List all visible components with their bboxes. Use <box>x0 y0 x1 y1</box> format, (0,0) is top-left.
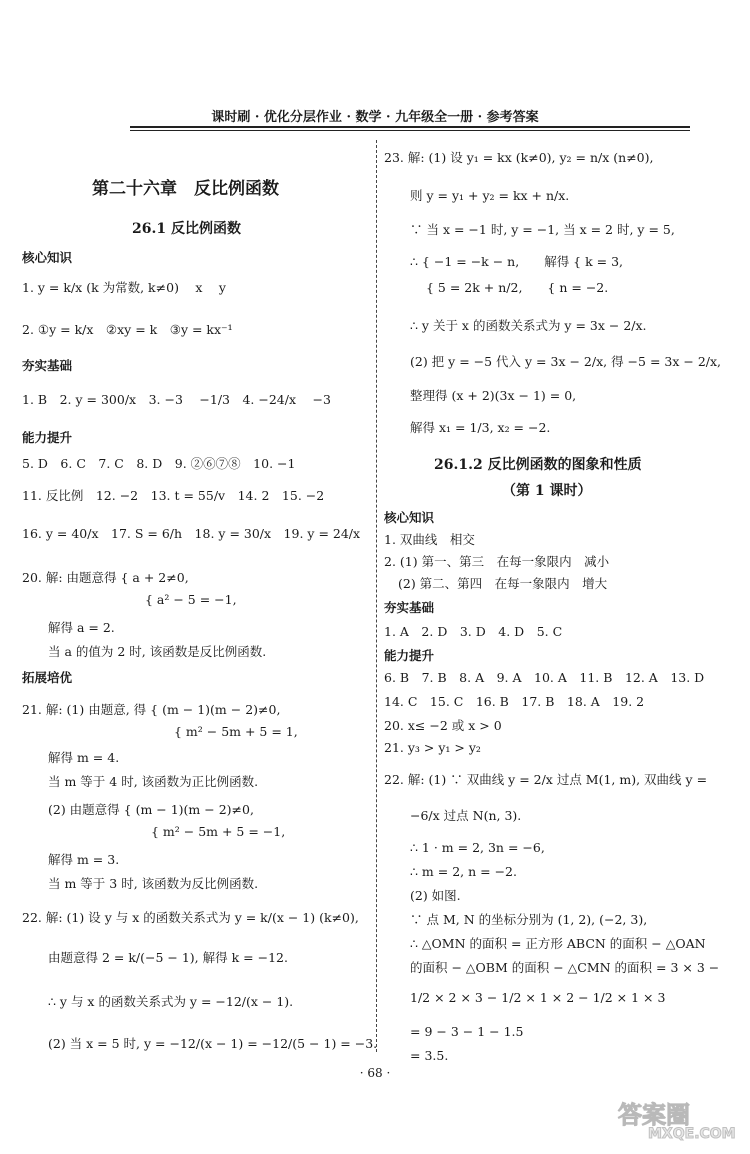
solution-line: 22. 解: (1) ∵ 双曲线 y = 2/x 过点 M(1, m), 双曲线 y = <box>384 772 708 787</box>
solution-line: 21. 解: (1) 由题意, 得 { (m − 1)(m − 2)≠0, <box>22 702 281 717</box>
heading-ability: 能力提升 <box>384 648 435 663</box>
solution-line: ∵ 当 x = −1 时, y = −1, 当 x = 2 时, y = 5, <box>410 222 675 237</box>
answer-line: 1. B 2. y = 300/x 3. −3 −1/3 4. −24/x −3 <box>22 392 331 407</box>
solution-line: 当 a 的值为 2 时, 该函数是反比例函数. <box>48 644 267 659</box>
answer-line: 21. y₃ > y₁ > y₂ <box>384 740 481 755</box>
answer-line: 2. ①y = k/x ②xy = k ③y = kx⁻¹ <box>22 322 233 337</box>
answer-line: 6. B 7. B 8. A 9. A 10. A 11. B 12. A 13. D <box>384 670 705 685</box>
solution-line: = 9 − 3 − 1 − 1.5 <box>410 1024 524 1039</box>
solution-line: { m² − 5m + 5 = −1, <box>151 824 286 839</box>
page-header: 课时刷 · 优化分层作业 · 数学 · 九年级全一册 · 参考答案 <box>211 110 539 125</box>
solution-line: 解得 m = 4. <box>48 750 120 765</box>
header-rule-thin <box>130 130 690 131</box>
solution-line: 解得 m = 3. <box>48 852 120 867</box>
solution-line: { 5 = 2k + n/2, { n = −2. <box>426 280 609 295</box>
answer-line: 1. 双曲线 相交 <box>384 532 475 547</box>
section-title: 26.1 反比例函数 <box>132 221 241 237</box>
solution-line: 23. 解: (1) 设 y₁ = kx (k≠0), y₂ = n/x (n≠0), <box>384 150 654 165</box>
solution-line: ∴ m = 2, n = −2. <box>410 864 517 879</box>
heading-extension: 拓展培优 <box>22 670 73 685</box>
solution-line: ∴ y 关于 x 的函数关系式为 y = 3x − 2/x. <box>410 318 647 333</box>
solution-line: = 3.5. <box>410 1048 449 1063</box>
solution-line: 22. 解: (1) 设 y 与 x 的函数关系式为 y = k/(x − 1) (k≠0), <box>22 910 359 925</box>
chapter-title: 第二十六章 反比例函数 <box>92 179 279 199</box>
watermark-logo: 答案圈 <box>618 1101 690 1129</box>
solution-line: (2) 如图. <box>410 888 461 903</box>
solution-line: 解得 a = 2. <box>48 620 115 635</box>
solution-line: ∴ y 与 x 的函数关系式为 y = −12/(x − 1). <box>48 994 294 1009</box>
column-divider <box>376 140 377 1052</box>
answer-line: 20. x≤ −2 或 x > 0 <box>384 718 502 733</box>
answer-line: 2. (1) 第一、第三 在每一象限内 减小 <box>384 554 610 569</box>
lesson-title: （第 1 课时） <box>502 483 592 499</box>
solution-line: ∵ 点 M, N 的坐标分别为 (1, 2), (−2, 3), <box>410 912 648 927</box>
solution-line: (2) 由题意得 { (m − 1)(m − 2)≠0, <box>48 802 254 817</box>
answer-line: 5. D 6. C 7. C 8. D 9. ②⑥⑦⑧ 10. −1 <box>22 456 296 471</box>
solution-line: 则 y = y₁ + y₂ = kx + n/x. <box>410 188 570 203</box>
section-title: 26.1.2 反比例函数的图象和性质 <box>434 457 642 473</box>
solution-line: ∴ { −1 = −k − n, 解得 { k = 3, <box>410 254 624 269</box>
answer-line: 11. 反比例 12. −2 13. t = 55/v 14. 2 15. −2 <box>22 488 325 503</box>
answer-line: 1. y = k/x (k 为常数, k≠0) x y <box>22 280 226 295</box>
heading-basic: 夯实基础 <box>384 600 435 615</box>
solution-line: 的面积 − △OBM 的面积 − △CMN 的面积 = 3 × 3 − <box>410 960 720 975</box>
solution-line: −6/x 过点 N(n, 3). <box>410 808 522 823</box>
solution-line: 当 m 等于 3 时, 该函数为反比例函数. <box>48 876 259 891</box>
solution-line: ∴ 1 · m = 2, 3n = −6, <box>410 840 545 855</box>
solution-line: (2) 当 x = 5 时, y = −12/(x − 1) = −12/(5 − 1) = −3. <box>48 1036 378 1051</box>
heading-core: 核心知识 <box>22 250 73 265</box>
answer-line: 1. A 2. D 3. D 4. D 5. C <box>384 624 563 639</box>
heading-basic: 夯实基础 <box>22 358 73 373</box>
solution-line: 20. 解: 由题意得 { a + 2≠0, <box>22 570 189 585</box>
header-rule-thick <box>130 126 690 128</box>
answer-line: (2) 第二、第四 在每一象限内 增大 <box>398 576 608 591</box>
solution-line: 解得 x₁ = 1/3, x₂ = −2. <box>410 420 551 435</box>
solution-line: (2) 把 y = −5 代入 y = 3x − 2/x, 得 −5 = 3x − 2/x, <box>410 354 722 369</box>
solution-line: { a² − 5 = −1, <box>145 592 237 607</box>
solution-line: 整理得 (x + 2)(3x − 1) = 0, <box>410 388 577 403</box>
answer-line: 16. y = 40/x 17. S = 6/h 18. y = 30/x 19. y = 24/x <box>22 526 361 541</box>
solution-line: 由题意得 2 = k/(−5 − 1), 解得 k = −12. <box>48 950 288 965</box>
solution-line: 当 m 等于 4 时, 该函数为正比例函数. <box>48 774 259 789</box>
page-number: · 68 · <box>359 1066 391 1080</box>
solution-line: 1/2 × 2 × 3 − 1/2 × 1 × 2 − 1/2 × 1 × 3 <box>410 990 666 1005</box>
answer-line: 14. C 15. C 16. B 17. B 18. A 19. 2 <box>384 694 645 709</box>
solution-line: ∴ △OMN 的面积 = 正方形 ABCN 的面积 − △OAN <box>410 936 706 951</box>
heading-ability: 能力提升 <box>22 430 73 445</box>
watermark-url: MXQE.COM <box>648 1126 736 1142</box>
solution-line: { m² − 5m + 5 = 1, <box>174 724 298 739</box>
heading-core: 核心知识 <box>384 510 435 525</box>
